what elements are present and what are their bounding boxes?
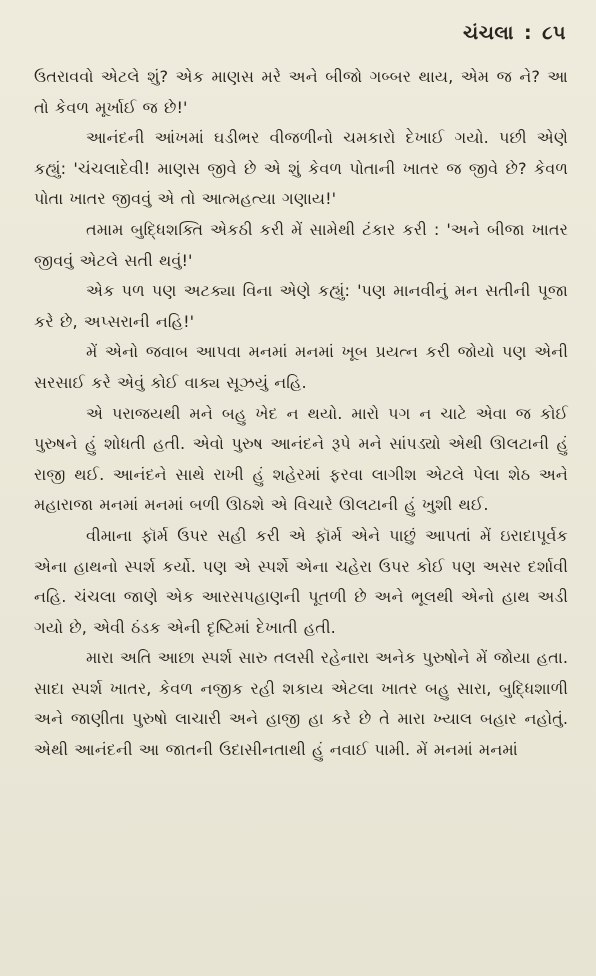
page-number: ૮૫ (542, 22, 566, 44)
paragraph: વીમાના ફૉર્મ ઉપર સહી કરી એ ફૉર્મ એને પાછું આપતાં મેં ઇરાદાપૂર્વક એના હાથનો સ્પર્શ કર્યો. પણ એ સ્પર્શે એના ચહેરા ઉપર કોઈ પણ અસર દર્શાવી નહિ. ચંચલા જાણે એક આરસપહાણની પૂતળી છે અને ભૂલથી એનો હાથ અડી ગયો છે, એવી ઠંડક એની દૃષ્ટિમાં દેખાતી હતી. (34, 525, 568, 637)
header-separator: : (523, 22, 533, 44)
book-title: ચંચલા (463, 22, 514, 44)
running-header (34, 22, 568, 58)
paragraph: એ પરાજયથી મને બહુ ખેદ ન થયો. મારો પગ ન ચાટે એવા જ કોઈ પુરુષને હું શોધતી હતી. એવો પુરુષ આનંદને રૂપે મને સાંપડ્યો એથી ઊલટાની હું રાજી થઈ. આનંદને સાથે રાખી હું શહેરમાં ફરવા લાગીશ એટલે પેલા શેઠ અને મહારાજા મનમાં મનમાં બળી ઊઠશે એ વિચારે ઊલટાની હું ખુશી થઈ. (34, 403, 568, 515)
paragraph: તમામ બુદ્ધિશક્તિ એકઠી કરી મેં સામેથી ટંકાર કરી : 'અને બીજા ખાતર જીવવું એટલે સતી થવું!' (34, 219, 568, 270)
paragraph: મારા અતિ આછા સ્પર્શ સારુ તલસી રહેનારા અનેક પુરુષોને મેં જોયા હતા. સાદા સ્પર્શ ખાતર, કેવળ નજીક રહી શકાય એટલા ખાતર બહુ સારા, બુદ્ધિશાળી અને જાણીતા પુરુષો લાચારી અને હાજી હા કરે છે તે મારા ખ્યાલ બહાર નહોતું. એથી આનંદની આ જાતની ઉદાસીનતાથી હું નવાઈ પામી. મેં મનમાં મનમાં (34, 648, 568, 760)
paragraph: એક પળ પણ અટક્યા વિના એણે કહ્યું: 'પણ માનવીનું મન સતીની પૂજા કરે છે, અપ્સરાની નહિ!' (34, 281, 568, 331)
body-text (34, 62, 568, 766)
paragraph: આનંદની આંખમાં ઘડીભર વીજળીનો ચમકારો દેખાઈ ગયો. પછી એણે કહ્યું: 'ચંચલાદેવી! માણસ જીવે છે એ શું કેવળ પોતાની ખાતર જ જીવે છે? કેવળ પોતા ખાતર જીવવું એ તો આત્મહત્યા ગણાય!' (34, 128, 568, 209)
paragraph: ઉતરાવવો એટલે શું? એક માણસ મરે અને બીજો ગબ્બર થાય, એમ જ ને? આ તો કેવળ મૂર્ખાઈ જ છે!' (34, 67, 568, 117)
paragraph: મેં એનો જવાબ આપવા મનમાં મનમાં ખૂબ પ્રયત્ન કરી જોયો પણ એની સરસાઈ કરે એવું કોઈ વાક્ય સૂઝયું નહિ. (34, 342, 568, 392)
